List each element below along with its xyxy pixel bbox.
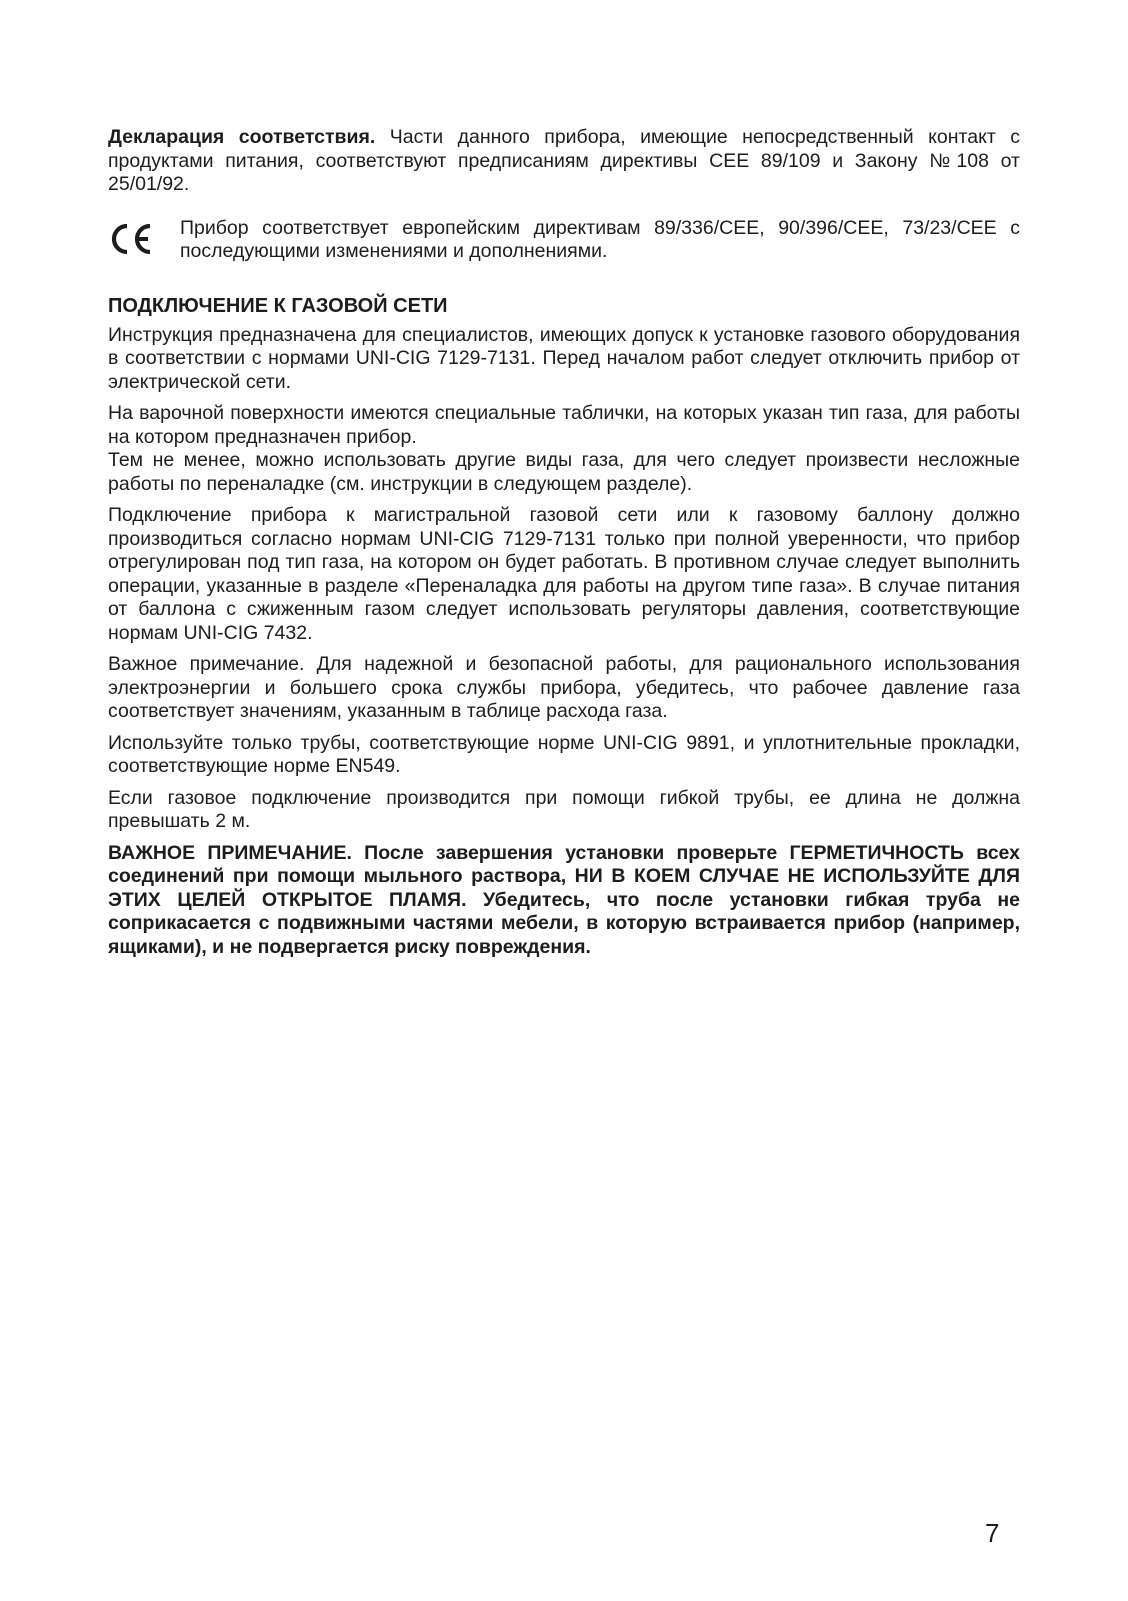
page-content (108, 126, 1020, 959)
warning-paragraph: ВАЖНОЕ ПРИМЕЧАНИЕ. После завершения установки проверьте ГЕРМЕТИЧНОСТЬ всех соединений при помощи мыльного раствора, НИ В КОЕМ СЛУЧАЕ НЕ ИСПОЛЬЗУЙТЕ ДЛЯ ЭТИХ ЦЕЛЕЙ ОТКРЫТОЕ ПЛАМЯ. Убедитесь, что после установки гибкая труба не соприкасается с подвижными частями мебели, в которую встраивается прибор (например, ящиками), и не подвергается риску повреждения. (108, 841, 1020, 958)
ce-compliance-text: Прибор соответствует европейским директивам 89/336/CEE, 90/396/CEE, 73/23/CEE с последующими изменениями и дополнениями. (180, 216, 1020, 262)
section-paragraph-important-note: Важное примечание. Для надежной и безопасной работы, для рационального использования электроэнергии и большего срока службы прибора, убедитесь, что рабочее давление газа соответствует значениям, указанным в таблице расхода газа. (108, 653, 1020, 722)
section-title: ПОДКЛЮЧЕНИЕ К ГАЗОВОЙ СЕТИ (108, 294, 448, 317)
section-paragraph-plates: На варочной поверхности имеются специальные таблички, на которых указан тип газа, для работы на котором предназначен прибор. (108, 402, 1020, 448)
ce-mark-icon (108, 217, 180, 256)
section-paragraph-pipes: Используйте только трубы, соответствующие норме UNI-CIG 9891, и уплотнительные прокладки, соответствующие норме EN549. (108, 731, 1020, 777)
section-paragraph-flexible-pipe: Если газовое подключение производится при помощи гибкой трубы, ее длина не должна превышать 2 м. (108, 786, 1020, 832)
declaration-title: Декларация соответствия. (108, 126, 376, 148)
declaration-paragraph (108, 126, 1020, 197)
section-paragraph-connection: Подключение прибора к магистральной газовой сети или к газовому баллону должно производиться согласно нормам UNI-CIG 7129-7131 только при полной уверенности, что прибор отрегулирован под тип газа, на котором он будет работать. В противном случае следует выполнить операции, указанные в разделе «Переналадка для работы на другом типе газа». В случае питания от баллона с сжиженным газом следует использовать регуляторы давления, соответствующие нормам UNI-CIG 7432. (108, 504, 1020, 644)
page-number: 7 (985, 1518, 1000, 1548)
declaration-text: Части данного прибора, имеющие непосредственный контакт с продуктами питания, соответствуют предписаниям директивы CEE 89/109 и Закону №108 от 25/01/92. (108, 126, 1020, 195)
ce-compliance-block (108, 217, 1020, 264)
section-paragraph-installers: Инструкция предназначена для специалистов, имеющих допуск к установке газового оборудования в соответствии с нормами UNI-CIG 7129-7131. Перед началом работ следует отключить прибор от электрической сети. (108, 323, 1020, 393)
section-paragraph-other-gas: Тем не менее, можно использовать другие виды газа, для чего следует произвести несложные работы по переналадке (см. инструкции в следующем разделе). (108, 449, 1020, 495)
